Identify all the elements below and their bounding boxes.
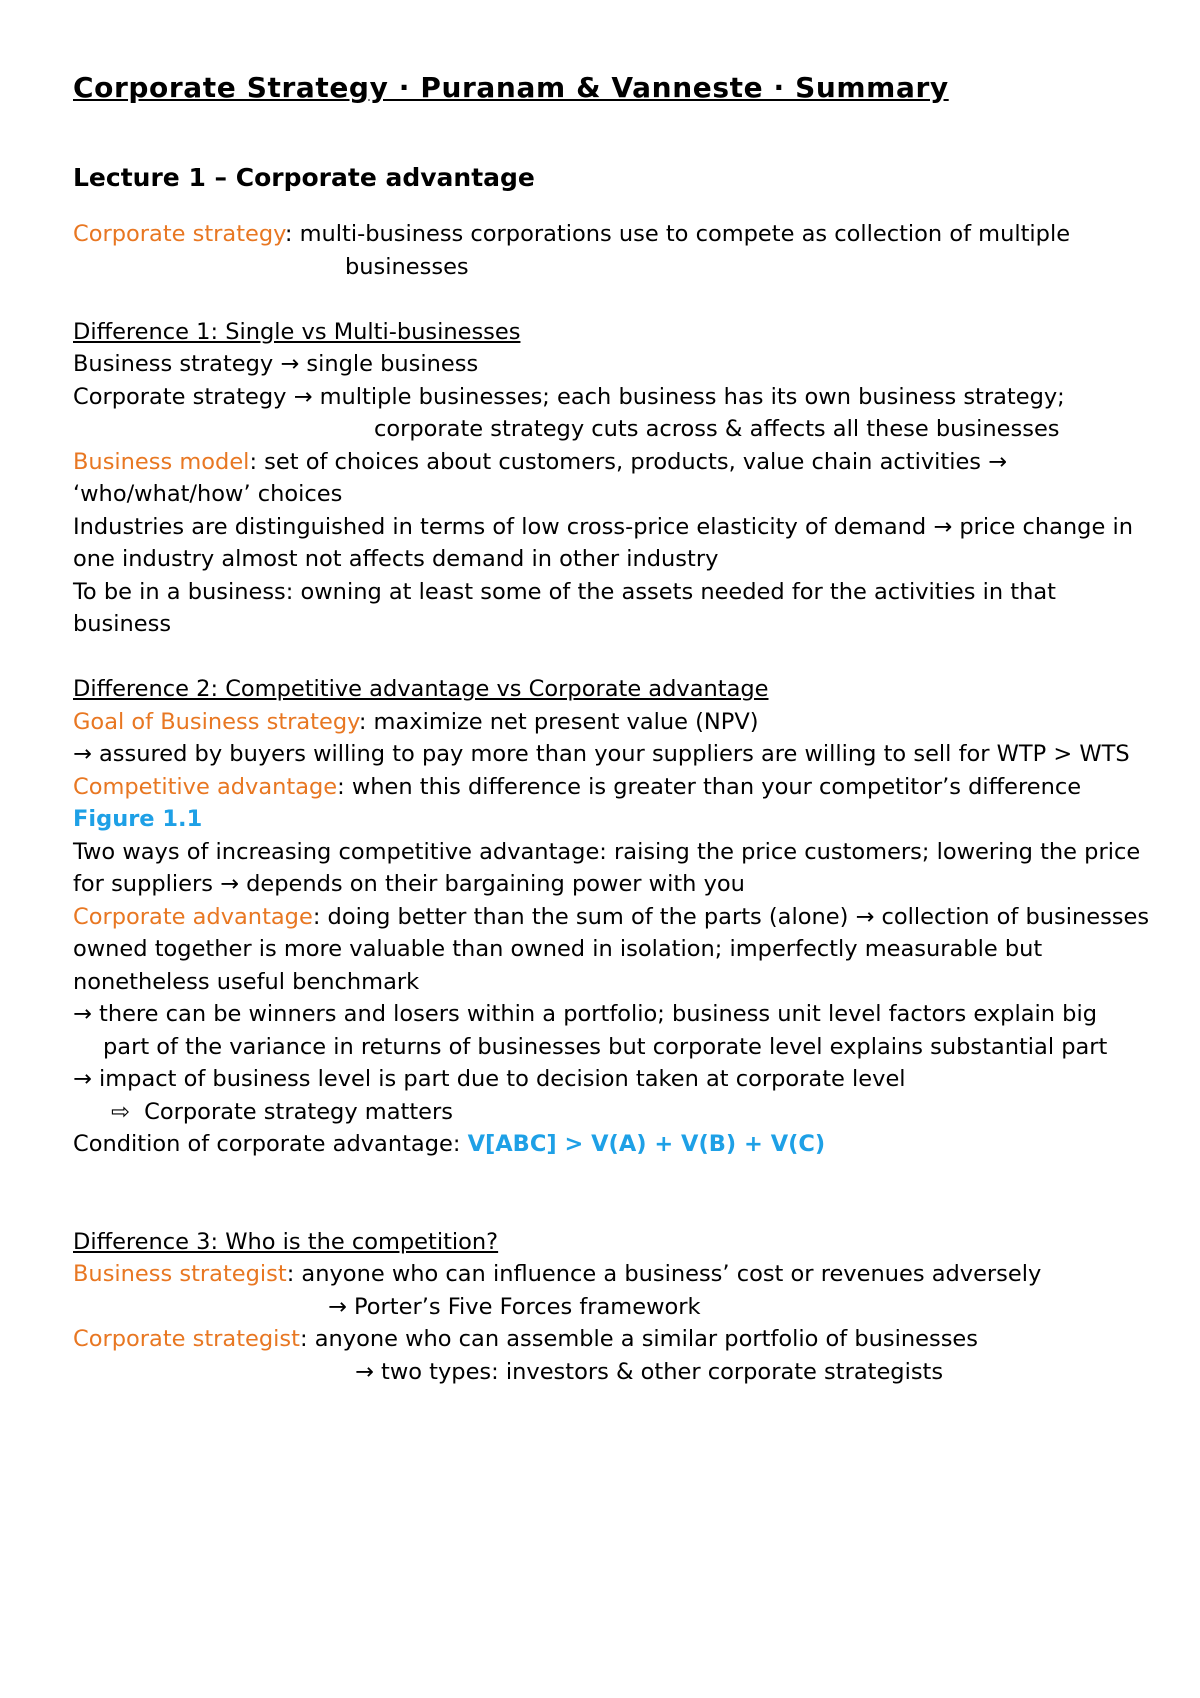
definition-competitive-advantage [73,771,1153,804]
figure-reference: Figure 1.1 [73,806,203,832]
spacer [73,641,1153,674]
definition-text: : when this difference is greater than your competitor’s difference [337,773,1082,800]
section-heading-difference-1: Difference 1: Single vs Multi-businesses [73,318,521,345]
text-line: Business strategy → single business [73,351,479,377]
bullet-item [73,1096,1153,1129]
text-line: To be in a business: owning at least some of the assets needed for the activities in that business [73,578,1064,637]
definition-goal-business-strategy [73,706,1153,739]
text-line: Corporate strategy → multiple businesses; each business has its own business strategy; [73,383,1065,410]
text-line: Two ways of increasing competitive advantage: raising the price customers; lowering the price for suppliers → depends on their bargaining power with you [73,838,1148,897]
lecture-heading: Lecture 1 – Corporate advantage [73,163,535,192]
definition-corporate-strategy [73,218,1153,251]
section-heading-difference-3: Difference 3: Who is the competition? [73,1228,499,1255]
document-title: Corporate Strategy · Puranam & Vanneste · Summary [73,71,949,104]
definition-business-model [73,446,1153,511]
text-line-indented: → two types: investors & other corporate strategists [355,1358,944,1385]
term-corporate-strategy: Corporate strategy [73,221,285,247]
text-line: → assured by buyers willing to pay more than your suppliers are willing to sell for WTP > WTS [73,741,1130,767]
definition-text: : maximize net present value (NPV) [358,708,759,735]
definition-text: : multi-business corporations use to compete as collection of multiple [284,221,1071,247]
text-line: Industries are distinguished in terms of low cross-price elasticity of demand → price change in one industry almost not affects demand in other industry [73,513,1141,572]
definition-corporate-strategist [73,1323,1153,1356]
term-competitive-advantage: Competitive advantage [73,773,338,800]
text-line-indented: part of the variance in returns of businesses but corporate level explains substantial part [103,1033,1108,1060]
definition-continuation: businesses [345,253,469,280]
spacer [73,1161,1153,1226]
text-line: → impact of business level is part due to decision taken at corporate level [73,1066,906,1092]
definition-text: : anyone who can influence a business’ cost or revenues adversely [286,1261,1042,1287]
term-business-strategist: Business strategist [73,1261,287,1287]
term-business-model: Business model [73,448,250,475]
condition-label: Condition of corporate advantage: [73,1131,468,1157]
corporate-advantage-formula: V[ABC] > V(A) + V(B) + V(C) [467,1131,826,1157]
hollow-arrow-icon: ⇨ [111,1098,130,1125]
text-line: → there can be winners and losers within a portfolio; business unit level factors explain big [73,1001,1097,1027]
definition-text: : anyone who can assemble a similar portfolio of businesses [299,1326,978,1352]
condition-line [73,1128,1153,1161]
term-corporate-strategist: Corporate strategist [73,1326,300,1352]
section-heading-difference-2: Difference 2: Competitive advantage vs Corporate advantage [73,676,769,702]
term-goal-business-strategy: Goal of Business strategy [73,708,359,735]
definition-text: : set of choices about customers, products, value chain activities → ‘who/what/how’ choices [73,448,1015,507]
bullet-text: Corporate strategy matters [144,1098,453,1125]
spacer [73,283,1153,316]
term-corporate-advantage: Corporate advantage [73,903,313,930]
text-line-indented: → Porter’s Five Forces framework [328,1293,701,1320]
document-page [73,70,1157,1388]
definition-business-strategist [73,1258,1153,1291]
definition-corporate-advantage [73,901,1157,999]
definition-text: : doing better than the sum of the parts (alone) → collection of businesses owned together is more valuable than owned in isolation; imperfectly measurable but nonetheless useful benchmark [73,903,1157,995]
text-line-indented: corporate strategy cuts across & affects all these businesses [374,416,1060,442]
